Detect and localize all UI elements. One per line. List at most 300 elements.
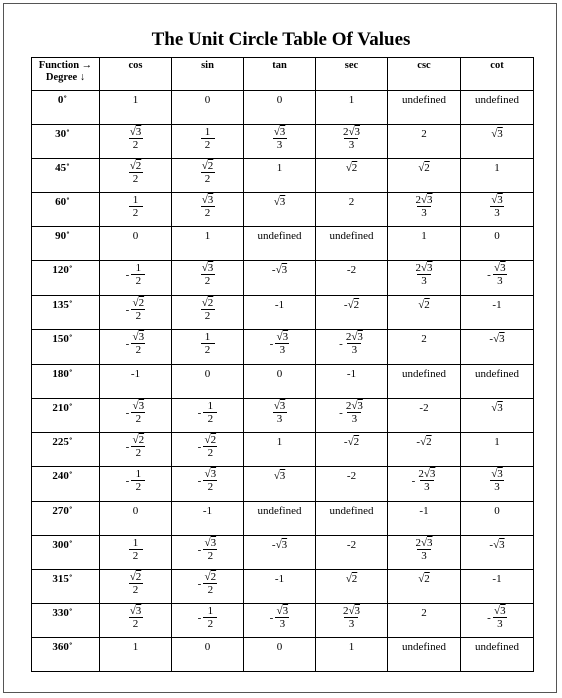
- degree-label: 90˚: [55, 230, 70, 242]
- degree-cell: [32, 125, 100, 159]
- tan-cell-value: √3: [273, 196, 286, 208]
- degree-cell: [32, 433, 100, 467]
- cot-cell-fraction: [490, 195, 504, 219]
- sec-cell-fraction: [342, 606, 361, 630]
- value-cell-cot: [461, 433, 534, 467]
- tan-cell-radicand: 3: [281, 264, 288, 276]
- cot-cell-content: [461, 125, 533, 140]
- sin-cell-fraction: [201, 161, 215, 185]
- value-cell-csc: [388, 91, 461, 125]
- degree-label: 360˚: [52, 641, 73, 653]
- csc-cell-content: [388, 330, 460, 345]
- cos-cell-denominator: 2: [129, 172, 143, 185]
- csc-cell-value: 1: [421, 230, 427, 242]
- csc-cell-numerator: 2√3: [418, 468, 436, 480]
- cot-cell-content: [461, 261, 533, 287]
- sin-cell-content: [172, 433, 243, 459]
- tan-cell-content: [244, 261, 315, 276]
- degree-label: 270˚: [52, 505, 73, 517]
- sin-cell-fraction: [201, 332, 215, 356]
- table-row: [32, 638, 534, 672]
- csc-cell-fraction: [414, 538, 433, 562]
- tan-cell-radicand: 3: [279, 470, 286, 482]
- value-cell-cot: [461, 125, 534, 159]
- sin-cell-fraction: [203, 435, 217, 459]
- sec-cell-content: [316, 125, 387, 151]
- csc-cell-value: -2: [419, 402, 429, 414]
- csc-cell-content: [388, 159, 460, 174]
- cot-cell-content: [461, 502, 533, 517]
- value-cell-sin: [172, 467, 244, 502]
- tan-cell-content: [244, 536, 315, 551]
- sec-cell-numerator: 2√3: [342, 126, 361, 138]
- value-cell-csc: [388, 159, 461, 193]
- sin-cell-content: [172, 467, 243, 493]
- value-cell-sin: [172, 159, 244, 193]
- sin-cell-fraction: [203, 469, 217, 493]
- table-row: [32, 296, 534, 330]
- value-cell-cos: [100, 193, 172, 227]
- sin-cell-minus-sign: -: [197, 544, 202, 556]
- cot-cell-content: [461, 330, 533, 345]
- table-row: [32, 159, 534, 193]
- csc-cell-denominator: 3: [420, 480, 434, 493]
- cot-cell-value: undefined: [475, 641, 519, 653]
- csc-cell-fraction: [414, 195, 433, 219]
- cos-cell-numerator: √2: [129, 571, 142, 583]
- cos-cell-content: [100, 91, 171, 106]
- value-cell-tan: [244, 330, 316, 365]
- sec-cell-numerator-radicand: 3: [357, 331, 363, 343]
- degree-cell: [32, 261, 100, 296]
- sin-cell-numerator: 1: [204, 331, 211, 343]
- cos-cell-value: -1: [130, 368, 141, 380]
- degree-label: 60˚: [55, 196, 70, 208]
- cot-cell-minus-sign: -: [487, 269, 491, 281]
- cos-cell-content: [100, 193, 171, 219]
- value-cell-sec: [316, 433, 388, 467]
- value-cell-tan: [244, 296, 316, 330]
- cos-cell-numerator-radicand: 2: [138, 434, 145, 446]
- column-header-cos: cos: [100, 58, 172, 91]
- csc-cell-value: 2: [421, 128, 427, 140]
- table-row: [32, 467, 534, 502]
- sin-cell-fraction: [201, 298, 215, 322]
- csc-cell-radicand: 2: [426, 436, 432, 448]
- degree-header-label: Degree ↓: [45, 72, 86, 83]
- csc-cell-content: [388, 399, 460, 414]
- sin-cell-numerator-radicand: 2: [207, 160, 214, 172]
- value-cell-sin: [172, 91, 244, 125]
- cot-cell-numerator: √3: [494, 262, 506, 274]
- value-cell-csc: [388, 296, 461, 330]
- table-row: [32, 570, 534, 604]
- sec-cell-content: [316, 502, 387, 517]
- sec-cell-radicand: 2: [353, 436, 360, 448]
- cot-cell-value: -√3: [489, 333, 505, 345]
- cos-cell-minus-sign: -: [125, 269, 130, 281]
- value-cell-tan: [244, 261, 316, 296]
- value-cell-cos: [100, 227, 172, 261]
- value-cell-csc: [388, 193, 461, 227]
- cot-cell-content: [461, 193, 533, 219]
- tan-cell-fraction: [275, 606, 289, 630]
- csc-cell-value: undefined: [402, 94, 446, 106]
- value-cell-csc: [388, 502, 461, 536]
- degree-cell: [32, 296, 100, 330]
- cos-cell-value: 0: [132, 505, 139, 517]
- sec-cell-content: [316, 159, 387, 174]
- value-cell-sec: [316, 638, 388, 672]
- tan-cell-fraction: [273, 127, 287, 151]
- cos-cell-content: [100, 638, 171, 653]
- degree-label: 225˚: [52, 436, 73, 448]
- tan-cell-content: [244, 193, 315, 208]
- value-cell-sin: [172, 261, 244, 296]
- sec-cell-radicand: 2: [353, 299, 360, 311]
- column-header-sec: sec: [316, 58, 388, 91]
- sin-cell-content: [172, 125, 243, 151]
- cos-cell-fraction: [129, 606, 143, 630]
- sec-cell-content: [316, 193, 387, 208]
- tan-cell-content: [244, 467, 315, 482]
- table-row: [32, 227, 534, 261]
- cos-cell-numerator-radicand: 2: [138, 297, 145, 309]
- tan-cell-numerator: √3: [273, 126, 286, 138]
- sec-cell-minus-sign: -: [339, 407, 343, 419]
- sec-cell-value: -√2: [343, 299, 360, 311]
- sin-cell-fraction: [203, 572, 217, 596]
- degree-label: 150˚: [52, 333, 73, 345]
- sin-cell-content: [172, 91, 243, 106]
- sin-cell-content: [172, 570, 243, 596]
- value-cell-csc: [388, 570, 461, 604]
- value-cell-sec: [316, 296, 388, 330]
- csc-cell-value: -√2: [416, 436, 432, 448]
- sec-cell-value: -2: [346, 539, 357, 551]
- value-cell-csc: [388, 638, 461, 672]
- table-row: [32, 193, 534, 227]
- degree-cell: [32, 365, 100, 399]
- value-cell-cos: [100, 399, 172, 433]
- value-cell-sec: [316, 467, 388, 502]
- tan-cell-content: [244, 604, 315, 630]
- csc-cell-denominator: 3: [417, 274, 431, 287]
- degree-label: 240˚: [52, 470, 73, 482]
- sin-cell-value: 0: [204, 641, 211, 653]
- sin-cell-denominator: 2: [203, 446, 217, 459]
- csc-cell-value: 2: [421, 607, 427, 619]
- tan-cell-fraction: [273, 401, 287, 425]
- sin-cell-content: [172, 330, 243, 356]
- csc-cell-content: [388, 296, 460, 311]
- csc-cell-numerator-radicand: 3: [429, 468, 436, 480]
- degree-label: 0˚: [57, 94, 68, 106]
- degree-label: 210˚: [52, 402, 73, 414]
- cos-cell-denominator: 2: [131, 446, 145, 459]
- cot-cell-denominator: 3: [490, 206, 504, 219]
- sec-cell-fraction: [342, 127, 361, 151]
- value-cell-cos: [100, 296, 172, 330]
- cot-cell-content: [461, 227, 533, 242]
- value-cell-cot: [461, 227, 534, 261]
- cot-cell-value: √3: [491, 402, 503, 414]
- cos-cell-content: [100, 227, 171, 242]
- cos-cell-minus-sign: -: [125, 338, 130, 350]
- degree-cell: [32, 467, 100, 502]
- value-cell-tan: [244, 604, 316, 638]
- value-cell-csc: [388, 261, 461, 296]
- cos-cell-content: [100, 570, 171, 596]
- sin-cell-numerator-radicand: 3: [210, 468, 217, 480]
- value-cell-csc: [388, 330, 461, 365]
- value-cell-cos: [100, 570, 172, 604]
- sin-cell-content: [172, 227, 243, 242]
- cos-cell-denominator: 2: [131, 480, 145, 493]
- cos-cell-content: [100, 399, 171, 425]
- sin-cell-denominator: 2: [201, 274, 215, 287]
- sec-cell-denominator: 3: [344, 617, 358, 630]
- cos-cell-minus-sign: -: [125, 441, 130, 453]
- sin-cell-content: [172, 365, 243, 380]
- cos-cell-content: [100, 159, 171, 185]
- sin-cell-value: 1: [204, 230, 211, 242]
- value-cell-sin: [172, 604, 244, 638]
- sin-cell-minus-sign: -: [197, 441, 202, 453]
- csc-cell-numerator: 2√3: [415, 262, 433, 274]
- degree-label: 120˚: [52, 264, 73, 276]
- csc-cell-value: undefined: [402, 641, 446, 653]
- cot-cell-content: [461, 536, 533, 551]
- cot-cell-content: [461, 365, 533, 380]
- sin-cell-denominator: 2: [203, 617, 217, 630]
- function-header-label: Function →: [38, 60, 93, 71]
- sec-cell-content: [316, 467, 387, 482]
- sin-cell-numerator: 1: [204, 126, 211, 138]
- cos-cell-denominator: 2: [129, 206, 143, 219]
- cot-cell-fraction: [490, 469, 504, 493]
- cos-cell-denominator: 2: [129, 138, 143, 151]
- degree-cell: [32, 227, 100, 261]
- degree-cell: [32, 91, 100, 125]
- value-cell-sin: [172, 399, 244, 433]
- cot-cell-numerator-radicand: 3: [500, 605, 506, 617]
- value-cell-tan: [244, 399, 316, 433]
- column-header-csc: csc: [388, 58, 461, 91]
- column-header-sin: sin: [172, 58, 244, 91]
- value-cell-sec: [316, 570, 388, 604]
- cos-cell-fraction: [131, 332, 145, 356]
- value-cell-tan: [244, 365, 316, 399]
- tan-cell-content: [244, 570, 315, 585]
- tan-cell-denominator: 3: [273, 138, 287, 151]
- value-cell-cos: [100, 159, 172, 193]
- sin-cell-numerator: √3: [201, 194, 214, 206]
- cot-cell-radicand: 3: [497, 128, 503, 140]
- value-cell-cot: [461, 296, 534, 330]
- sec-cell-content: [316, 227, 387, 242]
- sec-cell-content: [316, 261, 387, 276]
- cot-cell-numerator-radicand: 3: [497, 468, 503, 480]
- tan-cell-content: [244, 502, 315, 517]
- sin-cell-content: [172, 502, 243, 517]
- sec-cell-content: [316, 296, 387, 311]
- cos-cell-denominator: 2: [131, 412, 145, 425]
- tan-cell-numerator-radicand: 3: [279, 126, 286, 138]
- value-cell-csc: [388, 604, 461, 638]
- value-cell-sin: [172, 330, 244, 365]
- cot-cell-value: 0: [494, 230, 500, 242]
- cot-cell-numerator-radicand: 3: [500, 262, 506, 274]
- csc-cell-content: [388, 570, 460, 585]
- sin-cell-denominator: 2: [201, 206, 215, 219]
- sec-cell-content: [316, 604, 387, 630]
- sec-cell-radicand: 2: [351, 573, 358, 585]
- tan-cell-value: 1: [276, 162, 283, 174]
- value-cell-csc: [388, 536, 461, 570]
- cot-cell-denominator: 3: [493, 274, 507, 287]
- value-cell-csc: [388, 399, 461, 433]
- cot-cell-value: undefined: [475, 94, 519, 106]
- tan-cell-numerator-radicand: 3: [282, 331, 289, 343]
- cot-cell-radicand: 3: [499, 539, 505, 551]
- sin-cell-content: [172, 604, 243, 630]
- degree-label: 330˚: [52, 607, 73, 619]
- tan-cell-content: [244, 638, 315, 653]
- tan-cell-value: 0: [276, 641, 283, 653]
- cos-cell-fraction: [131, 469, 145, 493]
- csc-cell-numerator-radicand: 3: [427, 262, 433, 274]
- degree-cell: [32, 193, 100, 227]
- sin-cell-denominator: 2: [203, 480, 217, 493]
- csc-cell-content: [388, 604, 460, 619]
- csc-cell-radicand: 2: [424, 573, 430, 585]
- cos-cell-content: [100, 330, 171, 356]
- sec-cell-content: [316, 365, 387, 380]
- value-cell-sin: [172, 193, 244, 227]
- degree-label: 135˚: [52, 299, 73, 311]
- csc-cell-value: -1: [419, 505, 429, 517]
- sec-cell-numerator-radicand: 3: [354, 126, 361, 138]
- sec-cell-value: 1: [348, 94, 355, 106]
- csc-cell-value: undefined: [402, 368, 446, 380]
- sin-cell-minus-sign: -: [197, 612, 202, 624]
- sin-cell-minus-sign: -: [197, 578, 202, 590]
- tan-cell-content: [244, 330, 315, 356]
- sin-cell-fraction: [203, 538, 217, 562]
- value-cell-csc: [388, 365, 461, 399]
- sec-cell-denominator: 3: [344, 138, 358, 151]
- cos-cell-content: [100, 467, 171, 493]
- sec-cell-numerator-radicand: 3: [357, 400, 363, 412]
- cos-cell-numerator-radicand: 2: [135, 571, 142, 583]
- cos-cell-content: [100, 296, 171, 322]
- value-cell-cot: [461, 91, 534, 125]
- cot-cell-fraction: [493, 263, 507, 287]
- cos-cell-numerator: √2: [132, 297, 145, 309]
- tan-cell-numerator-radicand: 3: [279, 400, 286, 412]
- cos-cell-value: 0: [132, 230, 139, 242]
- cos-cell-numerator: √3: [129, 126, 142, 138]
- table-row: [32, 502, 534, 536]
- cot-cell-value: 1: [494, 162, 500, 174]
- cos-cell-fraction: [129, 572, 143, 596]
- value-cell-sin: [172, 433, 244, 467]
- csc-cell-minus-sign: -: [411, 475, 416, 487]
- value-cell-tan: [244, 91, 316, 125]
- tan-cell-denominator: 3: [275, 343, 289, 356]
- value-cell-cos: [100, 536, 172, 570]
- cos-cell-numerator-radicand: 3: [135, 126, 142, 138]
- sec-cell-value: 2: [348, 196, 355, 208]
- cot-cell-numerator: √3: [491, 194, 503, 206]
- cot-cell-value: 1: [494, 436, 500, 448]
- csc-cell-fraction: [414, 263, 433, 287]
- value-cell-csc: [388, 467, 461, 502]
- tan-cell-fraction: [275, 332, 289, 356]
- csc-cell-radicand: 2: [424, 299, 430, 311]
- csc-cell-value: 2: [421, 333, 427, 345]
- unit-circle-table: [31, 57, 534, 672]
- sin-cell-content: [172, 159, 243, 185]
- tan-cell-value: -√3: [271, 264, 288, 276]
- sin-cell-value: -1: [202, 505, 213, 517]
- value-cell-cos: [100, 330, 172, 365]
- cos-cell-numerator: √2: [129, 160, 142, 172]
- value-cell-sin: [172, 502, 244, 536]
- cot-cell-fraction: [493, 606, 507, 630]
- tan-cell-value: 1: [276, 436, 283, 448]
- tan-cell-radicand: 3: [279, 196, 286, 208]
- csc-cell-radicand: 2: [424, 162, 430, 174]
- value-cell-tan: [244, 125, 316, 159]
- sin-cell-denominator: 2: [201, 138, 215, 151]
- value-cell-sec: [316, 365, 388, 399]
- cot-cell-content: [461, 638, 533, 653]
- tan-cell-content: [244, 227, 315, 242]
- cot-cell-numerator: √3: [491, 468, 503, 480]
- value-cell-tan: [244, 467, 316, 502]
- sec-cell-fraction: [345, 401, 364, 425]
- value-cell-sin: [172, 570, 244, 604]
- table-row: [32, 536, 534, 570]
- sec-cell-content: [316, 399, 387, 425]
- value-cell-cos: [100, 604, 172, 638]
- csc-cell-value: √2: [418, 299, 430, 311]
- cos-cell-numerator: √3: [129, 605, 142, 617]
- sin-cell-numerator: √2: [204, 434, 217, 446]
- value-cell-sec: [316, 536, 388, 570]
- tan-cell-content: [244, 159, 315, 174]
- value-cell-cos: [100, 638, 172, 672]
- column-header-tan: tan: [244, 58, 316, 91]
- sin-cell-fraction: [201, 127, 215, 151]
- tan-cell-minus-sign: -: [269, 612, 274, 624]
- degree-cell: [32, 570, 100, 604]
- value-cell-tan: [244, 433, 316, 467]
- sin-cell-numerator-radicand: 2: [210, 434, 217, 446]
- degree-label: 45˚: [55, 162, 70, 174]
- csc-cell-content: [388, 227, 460, 242]
- cos-cell-denominator: 2: [129, 617, 143, 630]
- value-cell-cot: [461, 261, 534, 296]
- value-cell-sec: [316, 91, 388, 125]
- tan-cell-value: undefined: [257, 230, 302, 242]
- value-cell-sin: [172, 638, 244, 672]
- sin-cell-numerator: √3: [201, 262, 214, 274]
- value-cell-sec: [316, 159, 388, 193]
- sec-cell-denominator: 3: [347, 343, 361, 356]
